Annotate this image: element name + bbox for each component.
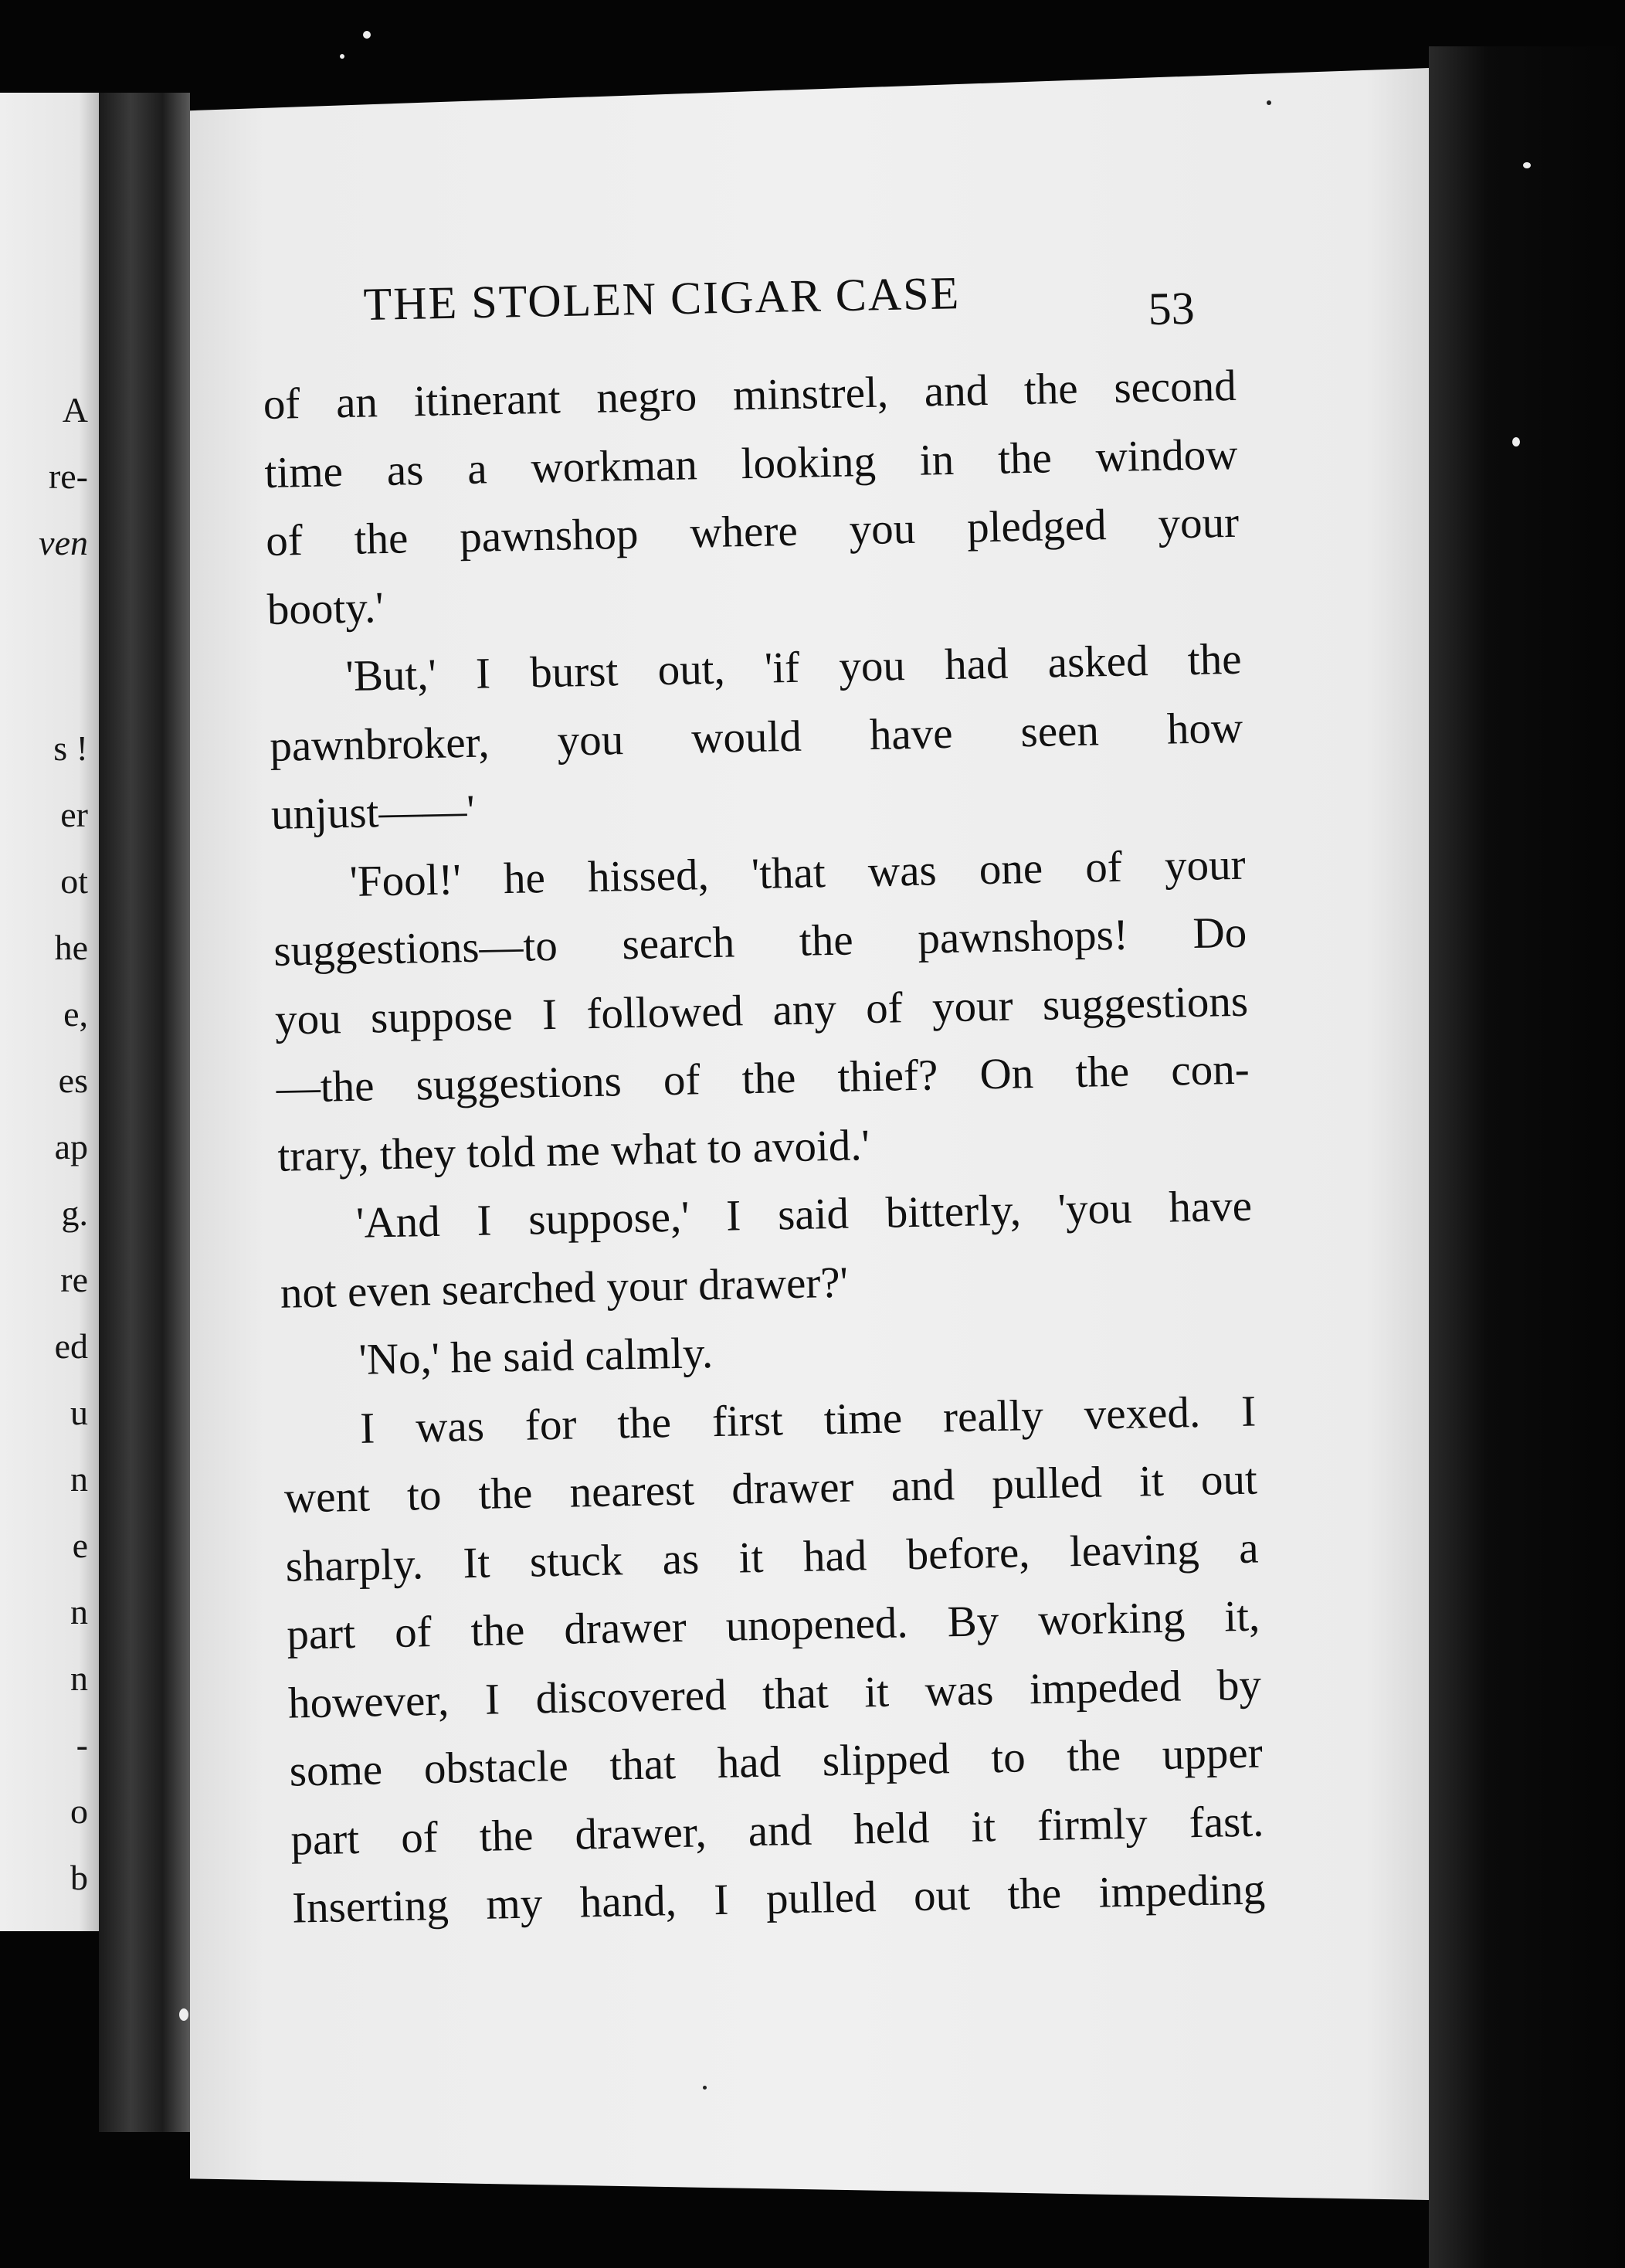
text-line: I was for the first time really vexed. I	[359, 1387, 1257, 1453]
facing-page-fragment: ot	[60, 861, 88, 901]
text-line: 'But,' I burst out, 'if you had asked the	[345, 634, 1243, 701]
dust-speck	[1267, 100, 1271, 105]
dust-speck	[1523, 162, 1531, 168]
text-line: of the pawnshop where you pledged your	[265, 497, 1240, 565]
text-line: part of the drawer, and held it firmly fast.	[290, 1796, 1264, 1865]
text-line: however, I discovered that it was impeded by	[287, 1659, 1262, 1728]
facing-page-fragment: es	[58, 1061, 88, 1100]
facing-page-fragment: n	[70, 1459, 88, 1499]
page-edge-shadow	[1429, 46, 1625, 2268]
facing-page-edge	[0, 93, 99, 1931]
text-line: trary, they told me what to avoid.'	[276, 1120, 870, 1181]
text-line: some obstacle that had slipped to the upper	[289, 1728, 1264, 1796]
facing-page-fragment: u	[70, 1393, 88, 1432]
facing-page-fragment: o	[70, 1791, 88, 1831]
body-text	[263, 352, 1266, 1943]
facing-page-fragment: n	[70, 1659, 88, 1698]
facing-page-fragment: n	[70, 1592, 88, 1631]
text-line: sharply. It stuck as it had before, leaving a	[285, 1523, 1260, 1591]
facing-page-fragment: ap	[54, 1127, 88, 1166]
facing-page-fragment: er	[60, 795, 88, 834]
facing-page-fragment: b	[70, 1858, 88, 1897]
dust-speck	[363, 31, 371, 39]
text-line: Inserting my hand, I pulled out the impeding	[291, 1865, 1266, 1933]
text-line: unjust——'	[270, 786, 476, 839]
book-gutter	[99, 93, 190, 2132]
text-line: 'No,' he said calmly.	[358, 1329, 714, 1384]
text-line: time as a workman looking in the window	[263, 429, 1238, 497]
dust-speck	[703, 2086, 707, 2090]
facing-page-fragment: e,	[63, 994, 88, 1034]
text-line: —the suggestions of the thief? On the con-	[276, 1044, 1250, 1112]
text-line: 'And I suppose,' I said bitterly, 'you have	[355, 1181, 1253, 1248]
text-line: part of the drawer unopened. By working it,	[286, 1591, 1260, 1659]
text-line: of an itinerant negro minstrel, and the second	[263, 361, 1237, 429]
text-line: suggestions—to search the pawnshops! Do	[273, 908, 1247, 976]
running-head: THE STOLEN CIGAR CASE	[363, 267, 961, 330]
dust-speck	[179, 2008, 188, 2021]
facing-page-fragment: re-	[48, 457, 88, 496]
dust-speck	[1512, 437, 1520, 446]
facing-page-fragment: e	[72, 1526, 88, 1565]
facing-page-fragment: g.	[61, 1193, 88, 1233]
text-line: 'Fool!' he hissed, 'that was one of your	[349, 840, 1247, 906]
facing-page-fragment: he	[54, 928, 88, 967]
facing-page-fragment: A	[62, 390, 88, 429]
text-line: booty.'	[266, 582, 385, 634]
text-line: pawnbroker, you would have seen how	[269, 703, 1243, 771]
facing-page-fragment: s !	[53, 728, 88, 768]
facing-page-fragment: re	[60, 1260, 88, 1299]
facing-page-fragment: ven	[39, 523, 88, 562]
text-line: not even searched your drawer?'	[280, 1258, 849, 1318]
dust-speck	[340, 54, 344, 59]
facing-page-fragment: ed	[54, 1326, 88, 1366]
text-line: went to the nearest drawer and pulled it out	[283, 1455, 1258, 1523]
facing-page-fragment: -	[76, 1725, 88, 1764]
text-line: you suppose I followed any of your suggestions	[274, 976, 1249, 1044]
page-number: 53	[1148, 282, 1196, 334]
